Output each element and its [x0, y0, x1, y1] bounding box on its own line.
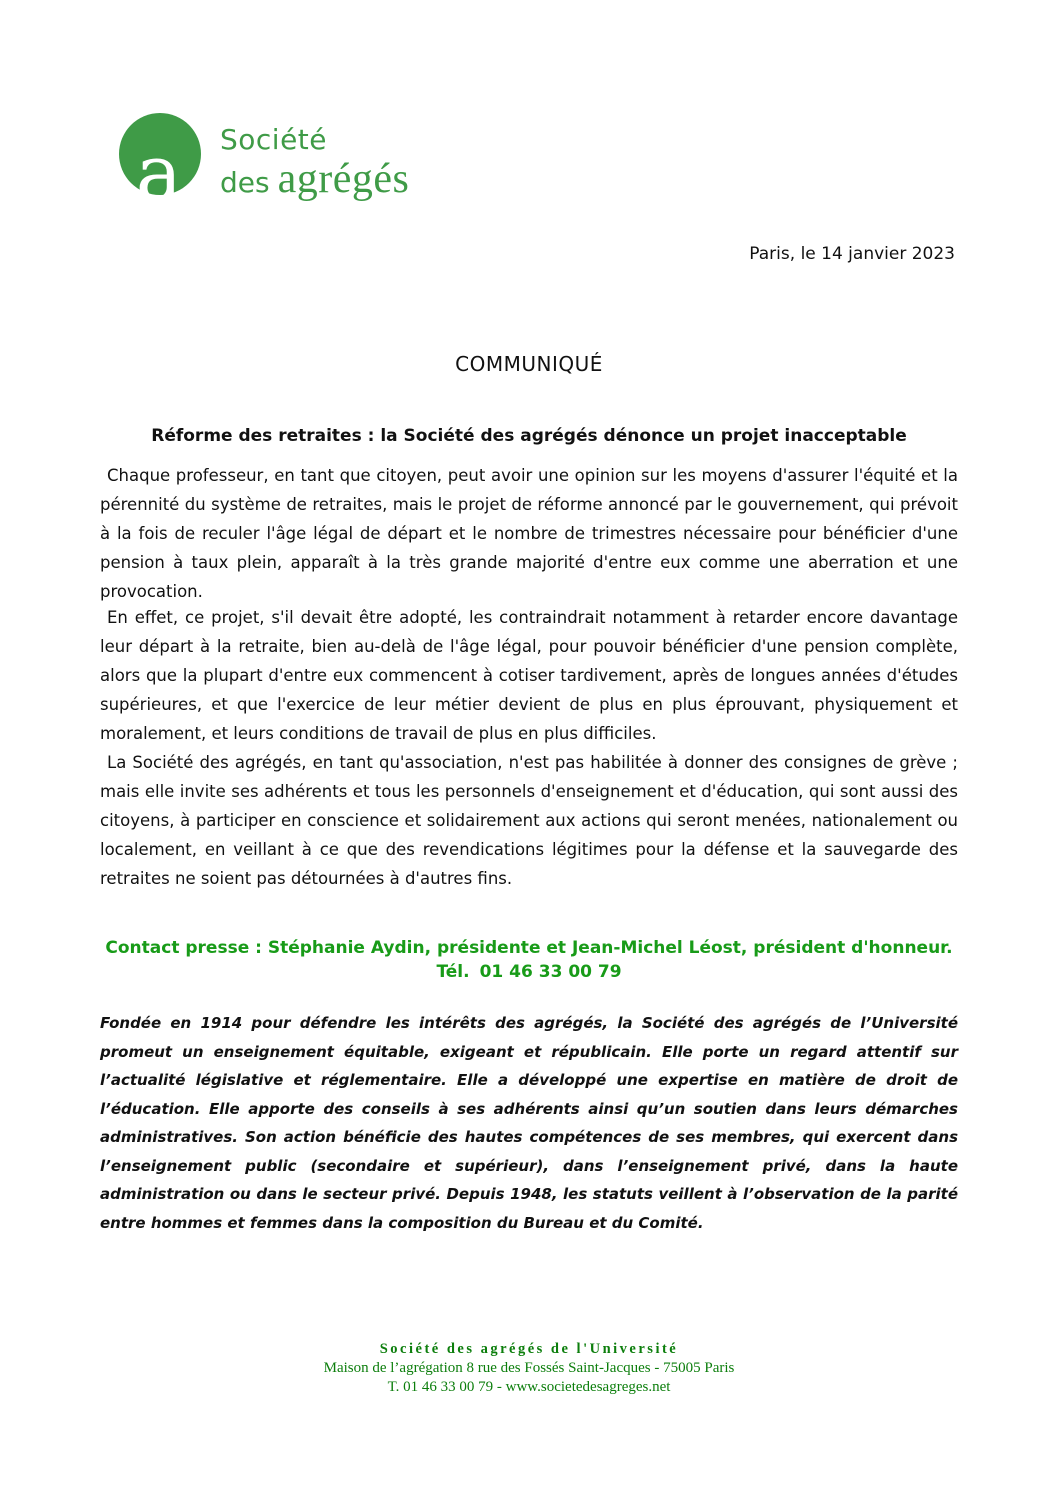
- logo-wordmark-line2: [220, 158, 409, 200]
- press-contact-phone-line: [0, 960, 1058, 984]
- phone-number: 01 46 33 00 79: [479, 962, 622, 982]
- logo-circle-a-icon: [118, 112, 206, 219]
- about-association-paragraph: Fondée en 1914 pour défendre les intérêts des agrégés, la Société des agrégés de l’Université promeut un enseignement équitable, exigeant et républicain. Elle porte un regard attentif sur l’actualité législative et réglementaire. Elle a développé une expertise en matière de droit de l’éducation. Elle apporte des conseils à ses adhérents ainsi qu’un soutien dans leurs démarches administratives. Son action bénéficie des hautes compétences de ses membres, qui exercent dans l’enseignement public (secondaire et supérieur), dans l’enseignement privé, dans la haute administration ou dans le secteur privé. Depuis 1948, les statuts veillent à l’observation de la parité entre hommes et femmes dans la composition du Bureau et du Comité.: [100, 1014, 958, 1232]
- footer: [0, 1340, 1058, 1397]
- logo-wordmark-line1: Société: [220, 123, 328, 156]
- footer-org-name: Société des agrégés de l'Université: [379, 1341, 679, 1357]
- logo-wordmark-agreges: agrégés: [277, 156, 410, 202]
- logo-wordmark-des: des: [220, 166, 270, 199]
- logo-letter-a: a: [135, 129, 183, 219]
- body-paragraph-3: La Société des agrégés, en tant qu'association, n'est pas habilitée à donner des consignes de grève ; mais elle invite ses adhérents et tous les personnels d'enseignement et d'éducation, qui sont aussi des citoyens, à participer en conscience et solidairement aux actions qui seront menées, nationalement ou localement, en veillant à ce que des revendications légitimes pour la défense et la sauvegarde des retraites ne soient pas détournées à d'autres fins.: [100, 753, 958, 888]
- footer-address: Maison de l’agrégation 8 rue des Fossés Saint-Jacques - 75005 Paris: [323, 1360, 735, 1376]
- logo-wordmark: [220, 112, 409, 200]
- body-paragraph-1: Chaque professeur, en tant que citoyen, peut avoir une opinion sur les moyens d'assurer l'équité et la pérennité du système de retraites, mais le projet de réforme annoncé par le gouvernement, qui prévoit à la fois de reculer l'âge légal de départ et le nombre de trimestres nécessaire pour bénéficier d'une pension à taux plein, apparaît à la très grande majorité d'entre eux comme une aberration et une provocation.: [100, 466, 958, 601]
- press-contact-block: [0, 936, 1058, 984]
- body-paragraph-2: En effet, ce projet, s'il devait être adopté, les contraindrait notamment à retarder encore davantage leur départ à la retraite, bien au-delà de l'âge légal, pour pouvoir bénéficier d'une pension complète, alors que la plupart d'entre eux commencent à cotiser tardivement, après de longues années d'études supérieures, et que l'exercice de leur métier devient de plus en plus éprouvant, physiquement et moralement, et leurs conditions de travail de plus en plus difficiles.: [100, 608, 958, 743]
- document-title: COMMUNIQUÉ: [455, 352, 603, 376]
- footer-phone-website: T. 01 46 33 00 79 - www.societedesagreges.net: [387, 1379, 671, 1395]
- press-contact-line: Contact presse : Stéphanie Aydin, présidente et Jean-Michel Léost, président d'honneur.: [105, 938, 953, 958]
- phone-label: Tél.: [436, 962, 470, 982]
- date-line: Paris, le 14 janvier 2023: [749, 244, 955, 264]
- logo: [118, 112, 410, 219]
- headline: Réforme des retraites : la Société des agrégés dénonce un projet inacceptable: [151, 426, 907, 446]
